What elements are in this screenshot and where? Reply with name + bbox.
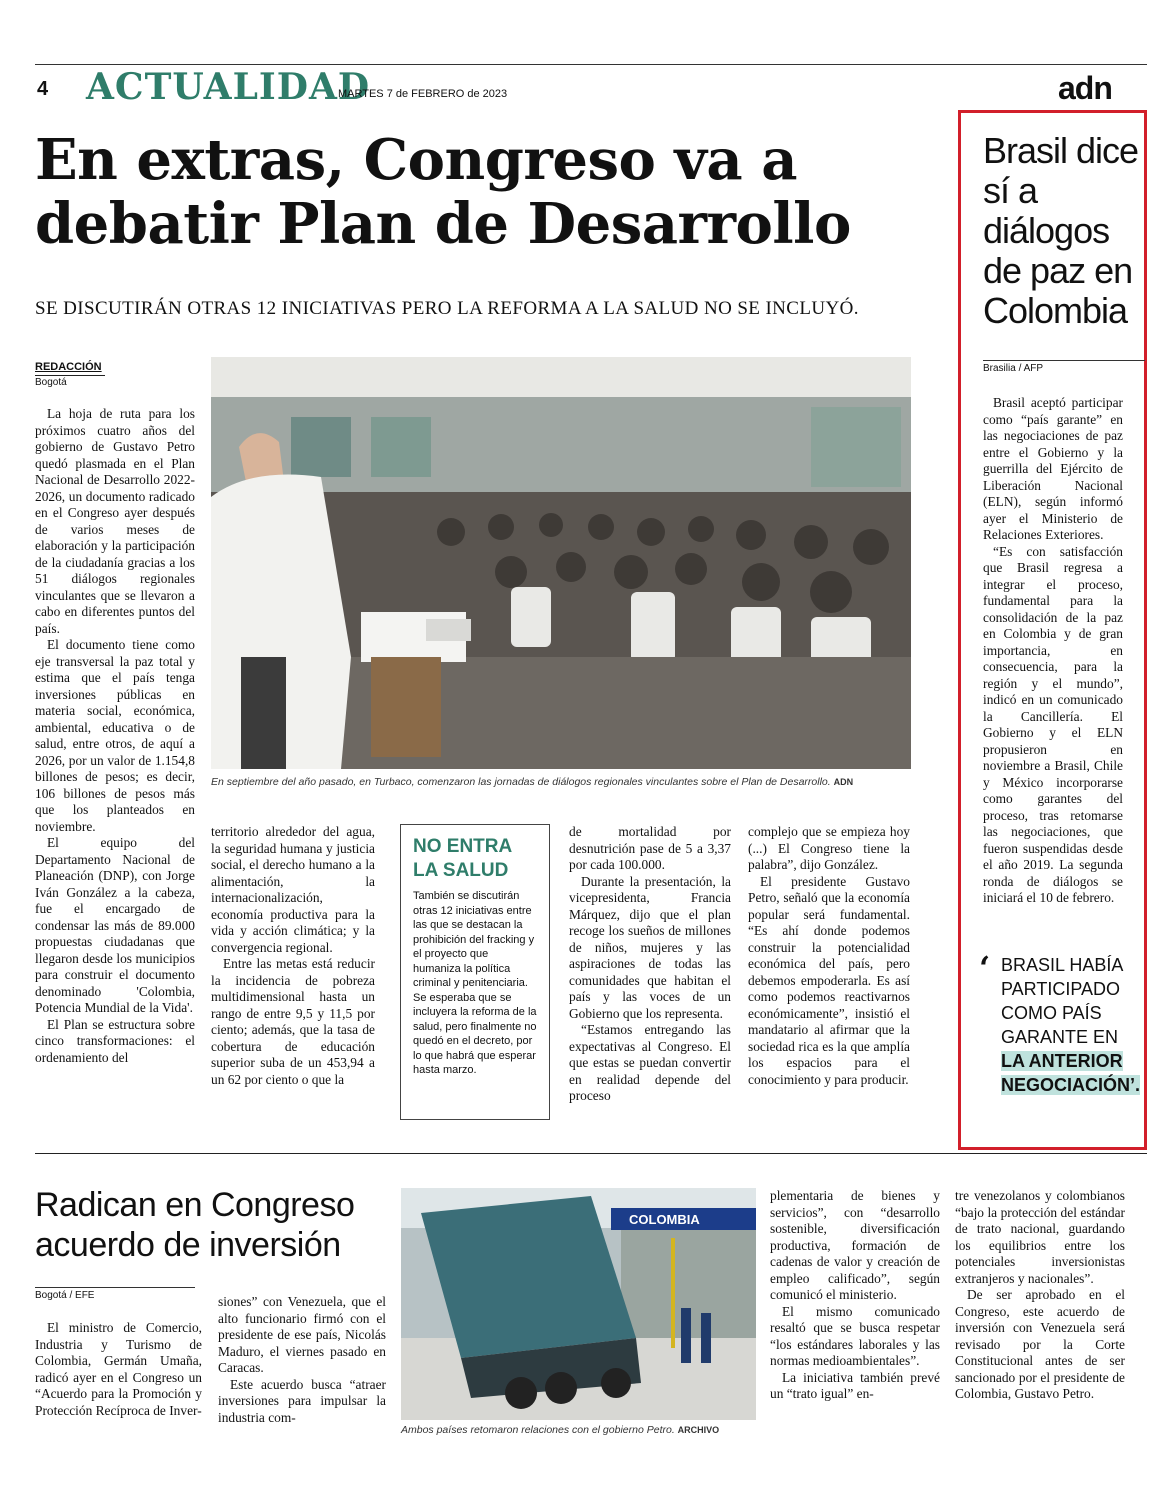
- caption-credit: ARCHIVO: [677, 1425, 720, 1435]
- sidebar-byline: Brasilia / AFP: [983, 360, 1145, 374]
- paragraph: El presidente Gustavo Petro, señaló que la economía popular será fundamental. “Es ahí donde podemos construir la potencialidad económica del país, pero debemos empoderarla. Es así como podemos reactivarnos económicamente”, insistió el mandatario al afirmar que la sociedad rica es la que amplía los espacios para el conocimiento y para producir.: [748, 873, 910, 1087]
- paragraph: El equipo del Departamento Nacional de Planeación (DNP), con Jorge Iván González a la cabeza, fue el encargado de condensar las más de 89.000 propuestas ciudadanas que llegaron desde los municipios para construir el documento denominado 'Colombia, Potencia Mundial de la Vida'.: [35, 835, 195, 1015]
- byline-location: Bogotá: [35, 375, 105, 388]
- section-divider: [35, 1153, 1147, 1154]
- page-number: 4: [37, 78, 49, 100]
- second-column-3: [770, 1188, 940, 1403]
- paragraph: tre venezolanos y colombianos “bajo la protección del estándar de trato nacional, guardando los equilibrios entre los potenciales inversionistas extranjeros y nacionales”.: [955, 1188, 1125, 1286]
- main-dek: SE DISCUTIRÁN OTRAS 12 INICIATIVAS PERO LA REFORMA A LA SALUD NO SE INCLUYÓ.: [35, 298, 859, 319]
- paragraph: “Estamos entregando las expectativas al Congreso. El que estas se puedan convertir en realidad depende del proceso: [569, 1022, 731, 1103]
- main-byline: [35, 361, 105, 388]
- second-column-1: [35, 1320, 202, 1419]
- adn-logo: adn: [1058, 70, 1112, 106]
- second-photo: [401, 1188, 756, 1420]
- section-title: ACTUALIDAD: [86, 66, 371, 108]
- brasil-sidebar: [958, 110, 1147, 1150]
- second-column-2: [218, 1294, 386, 1426]
- box-text: También se discutirán otras 12 iniciativas entre las que se destacan la prohibición del fracking y el proyecto que humaniza la política criminal y penitenciaria. Se esperaba que se incluyera la reforma de la salud, pero finalmente no quedó en el decreto, por lo que habrá que esperar hasta marzo.: [413, 890, 537, 1076]
- quote-highlight: LA ANTERIOR NEGOCIACIÓN’.: [1001, 1051, 1141, 1095]
- paragraph: El Plan se estructura sobre cinco transformaciones: el ordenamiento del: [35, 1016, 195, 1065]
- paragraph: Este acuerdo busca “atraer inversiones para impulsar la industria com-: [218, 1376, 386, 1425]
- paragraph: siones” con Venezuela, que el alto funcionario firmó con el presidente de ese país, Nicolás Maduro, el viernes pasado en Caracas.: [218, 1294, 386, 1375]
- quote-text: BRASIL HABÍA PARTICIPADO COMO PAÍS GARANTE EN: [1001, 955, 1123, 1047]
- paragraph: Durante la presentación, la vicepresidenta, Francia Márquez, dijo que el plan recoge los sueños de millones de niños, mujeres y las aspiraciones de todas las comunidades que habitan el país y las voces de un Gobierno que los representa.: [569, 873, 731, 1021]
- issue-date: MARTES 7 de FEBRERO de 2023: [338, 88, 508, 100]
- main-photo-caption: [211, 776, 911, 788]
- sidebar-headline: Brasil dice sí a diálogos de paz en Colombia: [983, 130, 1139, 331]
- paragraph: La hoja de ruta para los próximos cuatro años del gobierno de Gustavo Petro quedó plasmada en el Plan Nacional de Desarrollo 2022-2026, un documento radicado en el Congreso ayer después de varios meses de elaboración y la participación de la ciudadanía gracias a los 51 diálogos regionales vinculantes que se llevaron a cabo en diferentes puntos del país.: [35, 406, 195, 636]
- main-column-4: [748, 824, 910, 1088]
- second-headline: Radican en Congreso acuerdo de inversión: [35, 1186, 355, 1264]
- paragraph: El documento tiene como eje transversal la paz total y estima que el país tenga inversiones públicas en materia social, económica, ambiental, educativa o de salud, entre otros, de aquí a 2026, por un valor de 1.154,8 billones de pesos; es decir, 106 billones de pesos más que los planteados en noviembre.: [35, 637, 195, 834]
- box-title: NO ENTRA LA SALUD: [413, 836, 512, 881]
- paragraph: plementaria de bienes y servicios”, con “desarrollo sostenible, diversificación productiva, formación de cadenas de valor y creación de empleo calificado”, según comunicó el ministerio.: [770, 1188, 940, 1302]
- paragraph: territorio alrededor del agua, la seguridad humana y justicia social, el derecho humano a la alimentación, la internacionalización, economía productiva para la vida y acción climática; y la convergencia regional.: [211, 824, 375, 955]
- byline-author: REDACCIÓN: [35, 361, 102, 373]
- main-column-1: [35, 406, 195, 1066]
- pull-quote: [979, 949, 1141, 1097]
- paragraph: De ser aprobado en el Congreso, este acuerdo de inversión con Venezuela será revisado por la Corte Constitucional antes de ser sancionado por el presidente de Colombia, Gustavo Petro.: [955, 1287, 1125, 1401]
- paragraph: Brasil aceptó participar como “país garante” en las negociaciones de paz entre el Gobierno y la guerrilla del Ejército de Liberación Nacional (ELN), según informó ayer el Ministerio de Relaciones Exteriores.: [983, 395, 1123, 542]
- paragraph: de mortalidad por desnutrición pase de 5 a 3,37 por cada 100.000.: [569, 824, 731, 872]
- caption-credit: ADN: [833, 777, 854, 787]
- caption-text: Ambos países retomaron relaciones con el gobierno Petro.: [401, 1424, 675, 1436]
- top-rule: [35, 64, 1147, 65]
- main-headline: En extras, Congreso va a debatir Plan de Desarrollo: [35, 127, 851, 257]
- sidebar-body: [983, 395, 1123, 907]
- paragraph: La iniciativa también prevé un “trato igual” en-: [770, 1369, 940, 1401]
- paragraph: “Es con satisfacción que Brasil regresa a integrar el proceso, fundamental para la consolidación de la paz en Colombia y de gran importancia, en consecuencia, para la región y el mundo”, indicó en un comunicado la Cancillería. El Gobierno y el ELN propusieron en noviembre a Brasil, Chile y México incorporarse como garantes del proceso, tras retomarse las negociaciones, que fueron suspendidas desde el año 2019. La segunda ronda de diálogos se iniciará el 10 de febrero.: [983, 543, 1123, 905]
- colombia-sign: COLOMBIA: [629, 1212, 700, 1227]
- second-photo-caption: [401, 1424, 761, 1436]
- quote-mark-icon: ‘: [979, 949, 991, 987]
- second-byline: Bogotá / EFE: [35, 1287, 195, 1301]
- second-column-4: [955, 1188, 1125, 1403]
- main-column-2: [211, 824, 375, 1088]
- main-photo: [211, 357, 911, 769]
- caption-text: En septiembre del año pasado, en Turbaco, comenzaron las jornadas de diálogos regionales vinculantes sobre el Plan de Desarrollo.: [211, 776, 831, 788]
- sidebar-box-no-entra-la-salud: [400, 824, 550, 1120]
- paragraph: Entre las metas está reducir la incidencia de pobreza multidimensional hasta un rango de entre 9,5 y 11,5 por ciento; además, que la tasa de cobertura de educación superior suba de un 453,94 a un 62 por ciento o que la: [211, 956, 375, 1087]
- main-column-3: [569, 824, 731, 1105]
- paragraph: El ministro de Comercio, Industria y Turismo de Colombia, Germán Umaña, radicó ayer en el Congreso un “Acuerdo para la Promoción y Protección Recíproca de Inver-: [35, 1320, 202, 1418]
- paragraph: complejo que se empieza hoy (...) El Congreso tiene la palabra”, dijo González.: [748, 824, 910, 872]
- paragraph: El mismo comunicado resaltó que se busca respetar “los estándares laborales y las normas medioambientales”.: [770, 1303, 940, 1368]
